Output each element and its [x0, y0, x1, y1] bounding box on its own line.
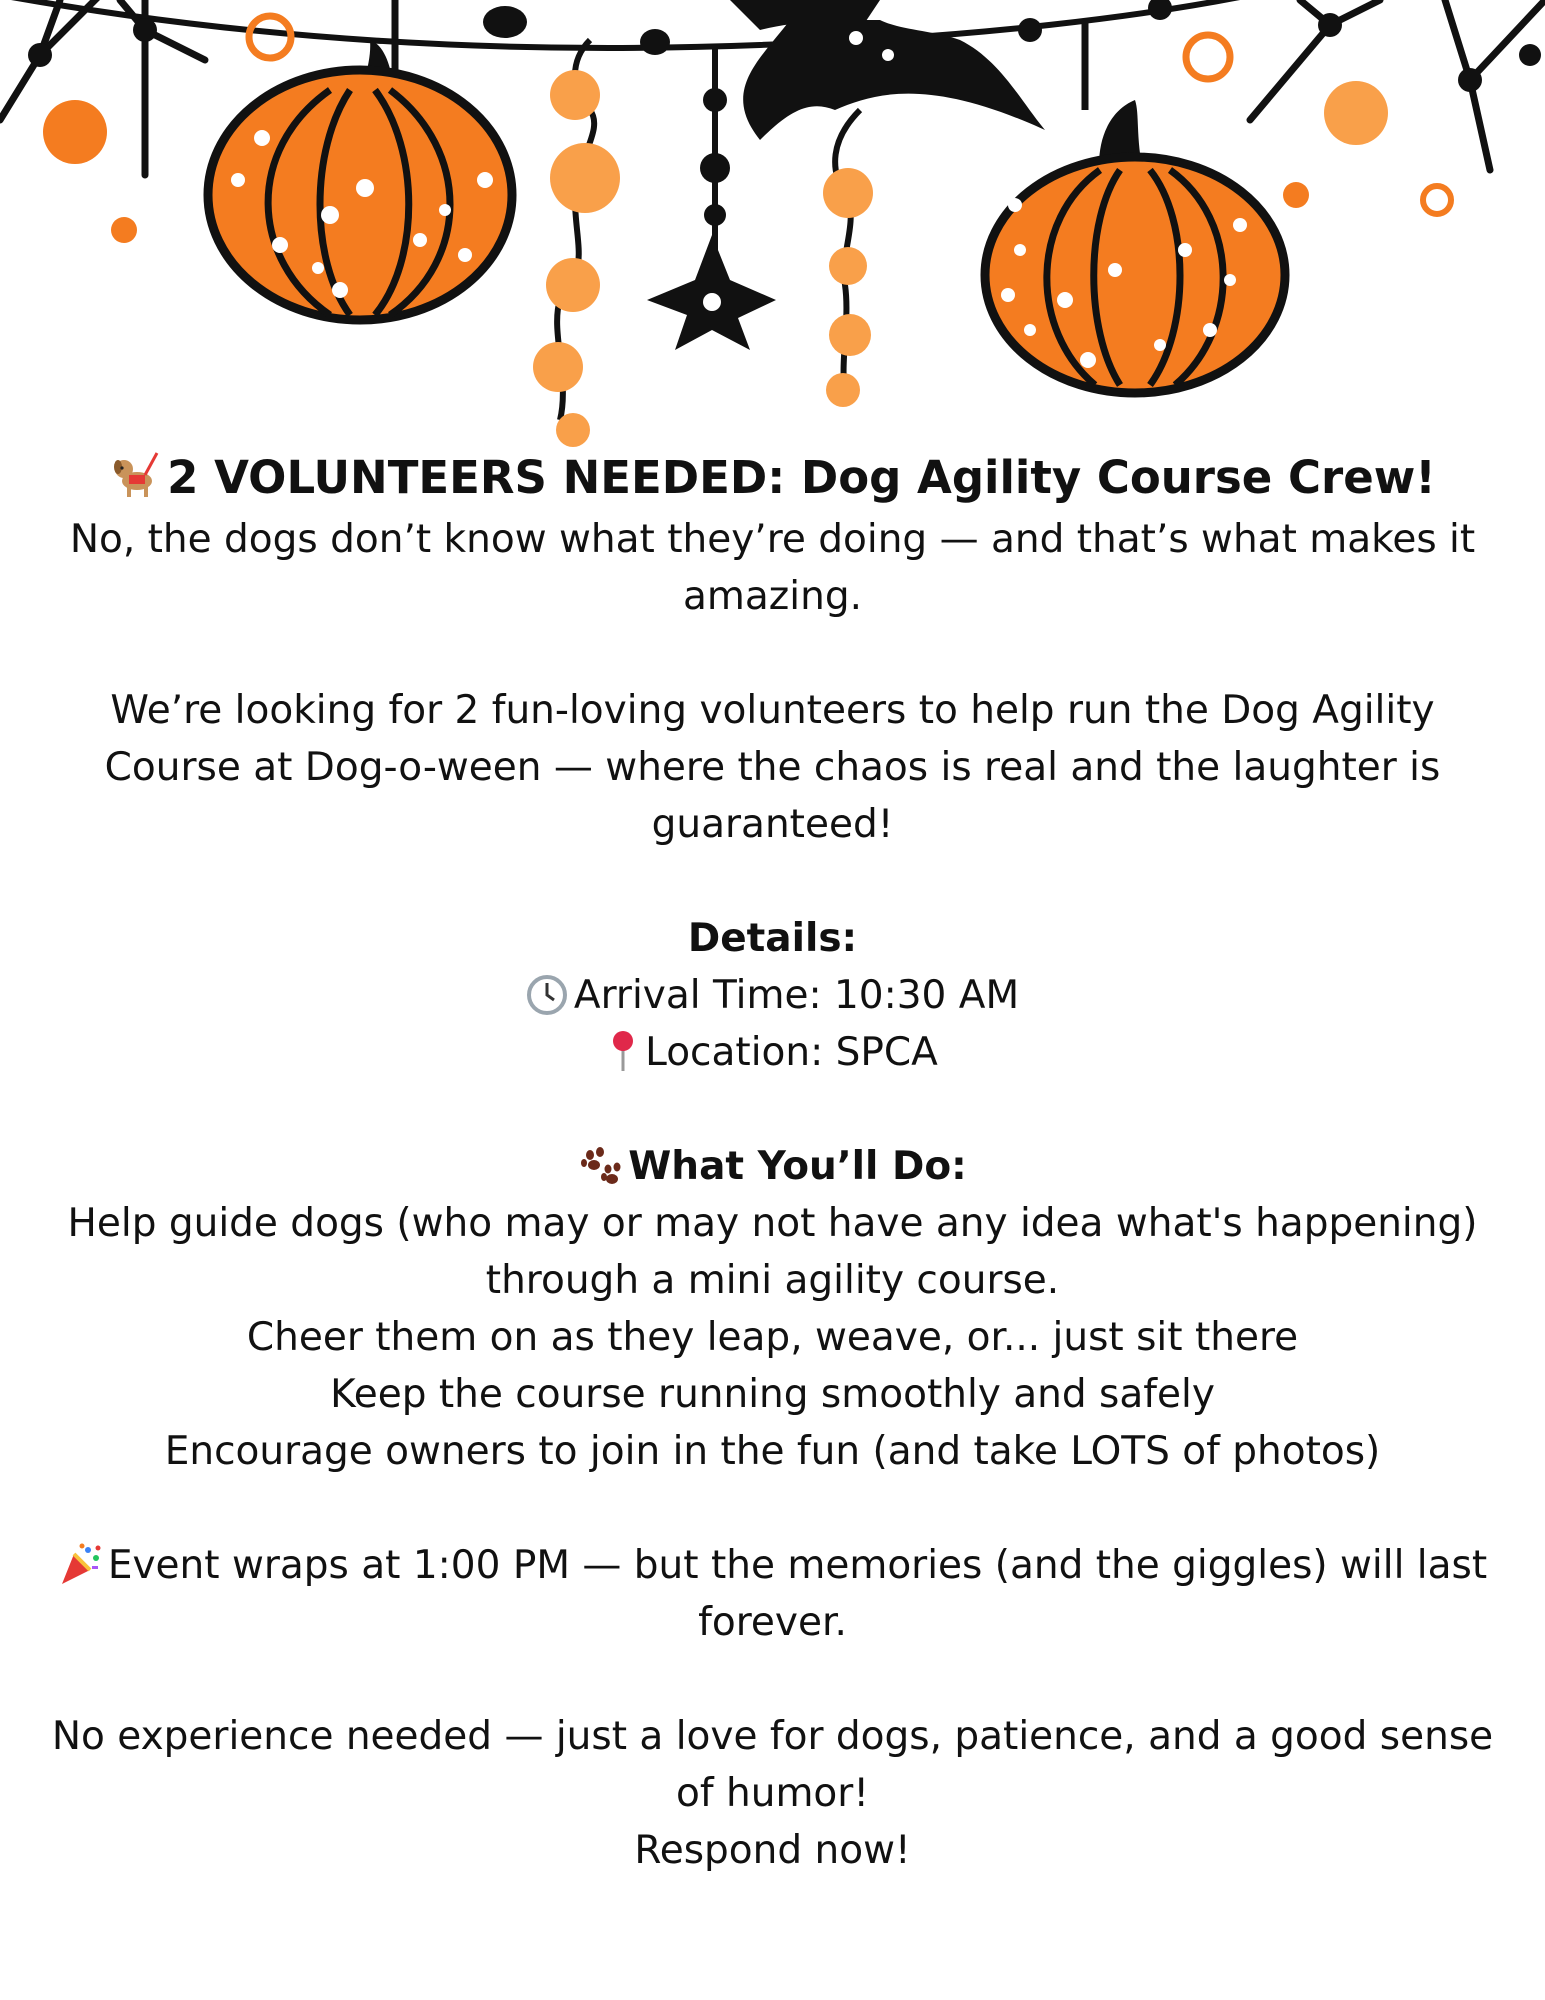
title-text: 2 VOLUNTEERS NEEDED: Dog Agility Course Crew!	[167, 451, 1436, 504]
pumpkin-right-icon	[985, 20, 1285, 393]
pin-icon	[607, 1029, 639, 1073]
title	[40, 445, 1505, 511]
party-popper-icon	[58, 1542, 102, 1586]
bat-icon	[730, 0, 1045, 140]
details-heading: Details:	[687, 916, 858, 961]
branch-left-icon	[0, 0, 205, 175]
tasks-heading: What You’ll Do:	[628, 1144, 967, 1189]
paw-prints-icon	[578, 1143, 622, 1187]
tasks-heading-line	[40, 1138, 1505, 1195]
location-line	[40, 1024, 1505, 1081]
task-item: Help guide dogs (who may or may not have any idea what's happening) through a mini agility course.	[67, 1201, 1478, 1303]
task-item: Cheer them on as they leap, weave, or... just sit there	[246, 1315, 1299, 1360]
closing-text: No experience needed — just a love for dogs, patience, and a good sense of humor!	[51, 1714, 1494, 1816]
service-dog-icon	[109, 449, 161, 501]
flyer-body	[40, 445, 1505, 1879]
arrival-time-line	[40, 967, 1505, 1024]
location-text: Location: SPCA	[645, 1030, 938, 1075]
description-text: We’re looking for 2 fun-loving volunteers to help run the Dog Agility Course at Dog-o-ween — where the chaos is real and the laughter is guaranteed!	[104, 688, 1441, 847]
halloween-garland-decoration	[0, 0, 1545, 450]
wrap-line	[40, 1537, 1505, 1651]
wrap-text: Event wraps at 1:00 PM — but the memories (and the giggles) will last forever.	[107, 1543, 1488, 1645]
star-icon	[647, 235, 776, 350]
task-item: Keep the course running smoothly and safely	[330, 1372, 1215, 1417]
intro-text: No, the dogs don’t know what they’re doing — and that’s what makes it amazing.	[69, 517, 1476, 619]
garland-string	[0, 0, 1250, 48]
branch-right-icon	[1250, 0, 1545, 170]
task-item: Encourage owners to join in the fun (and take LOTS of photos)	[164, 1429, 1381, 1474]
clock-icon	[526, 974, 568, 1016]
arrival-time-text: Arrival Time: 10:30 AM	[573, 973, 1020, 1018]
call-to-action: Respond now!	[634, 1828, 911, 1873]
